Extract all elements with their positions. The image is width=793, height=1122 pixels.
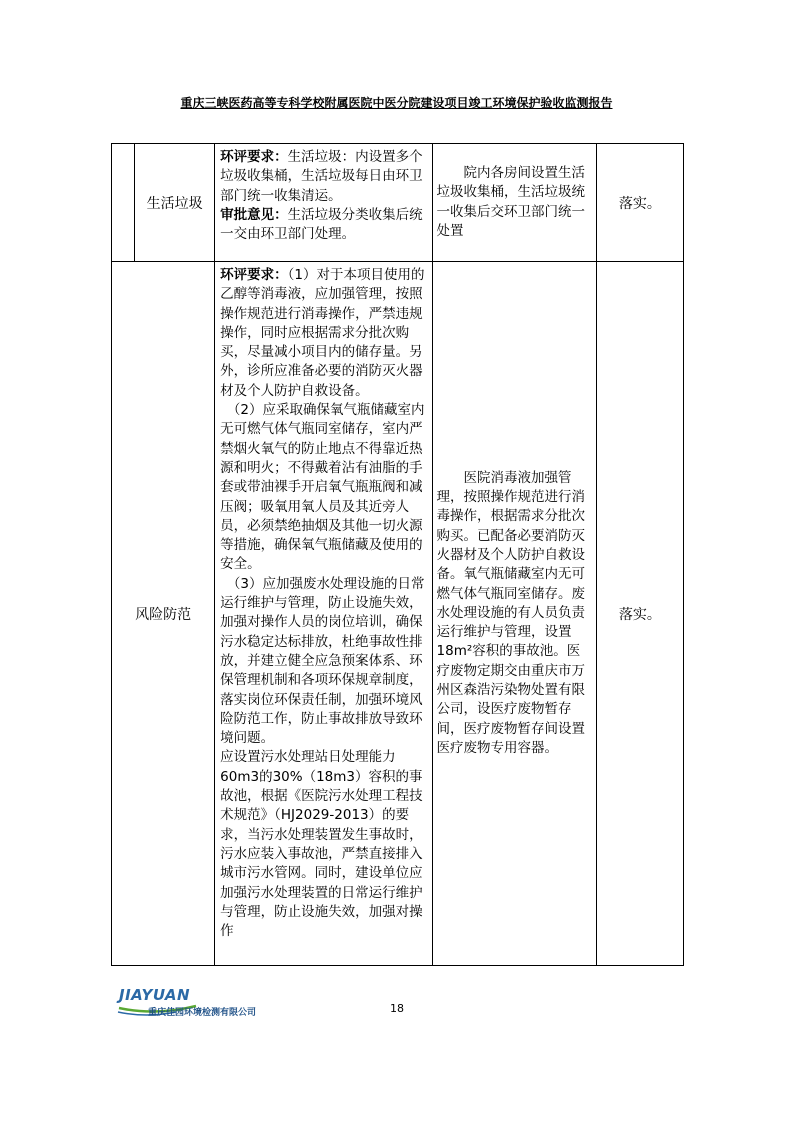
actual-text: 医院消毒液加强管理，按照操作规范进行消毒操作，根据需求分批次购买。已配备必要消防灭火器材及个人防护自救设备。氧气瓶储藏室内无可燃气体气瓶同室储存。废水处理设施的有人员负责运行维护与管理，设置18m²容积的事故池。医疗废物定期交由重庆市万州区森浩污染物处置有限公司，设医疗废物暂存间，医疗废物暂存间设置医疗废物专用容器。 xyxy=(436,469,586,756)
acceptance-table xyxy=(111,143,684,966)
status-cell: 落实。 xyxy=(596,144,683,262)
actual-text: 院内各房间设置生活垃圾收集桶，生活垃圾统一收集后交环卫部门统一处置 xyxy=(436,164,586,239)
approval-text: 生活垃圾分类收集后统一交由环卫部门处理。 xyxy=(220,206,423,243)
actual-cell xyxy=(432,144,596,262)
requirement-paragraph: （2）应采取确保氧气瓶储藏室内无可燃气体气瓶同室储存，室内严禁烟火氧气的防止地点不得靠近热源和明火；不得戴着沾有油脂的手套或带油裸手开启氧气瓶瓶阀和减压阀；吸氧用氧人员及其近旁人员，必须禁绝抽烟及其他一切火源等措施，确保氧气瓶储藏及使用的安全。 xyxy=(220,402,425,573)
logo-wordmark: JIAYUAN xyxy=(119,986,191,1004)
table-row xyxy=(112,262,684,966)
requirement-paragraph: （1）对于本项目使用的乙醇等消毒液，应加强管理，按照操作规范进行消毒操作，严禁违规操作，同时应根据需求分批次购买，尽量减小项目内的储存量。另外，诊所应准备必要的消防灭火器材及个人防护自救设备。 xyxy=(220,267,425,399)
company-name: 重庆佳园环境检测有限公司 xyxy=(148,1008,257,1018)
requirement-paragraph: （3）应加强废水处理设施的日常运行维护与管理，防止设施失效，加强对操作人员的岗位培训，确保污水稳定达标排放，杜绝事故性排放，并建立健全应急预案体系、环保管理机制和各项环保规章制度，落实岗位环保责任制，加强环境风险防范工作，防止事故排放导致环境问题。 xyxy=(220,575,425,747)
requirement-cell xyxy=(215,144,432,262)
page-number: 18 xyxy=(390,1002,404,1015)
requirement-label: 环评要求： xyxy=(220,149,288,165)
approval-label: 审批意见： xyxy=(220,206,288,223)
table-row xyxy=(112,144,684,262)
requirement-cell xyxy=(215,262,432,966)
report-header-title: 重庆三峡医药高等专科学校附属医院中医分院建设项目竣工环境保护验收监测报告 xyxy=(180,96,613,110)
category-cell: 生活垃圾 xyxy=(135,144,215,262)
requirement-text: 生活垃圾：内设置多个垃圾收集桶，生活垃圾每日由环卫部门统一收集清运。 xyxy=(220,149,423,204)
actual-cell xyxy=(432,262,596,966)
category-cell: 风险防范 xyxy=(112,262,215,966)
requirement-paragraph: 应设置污水处理站日处理能力60m3的30%（18m3）容积的事故池，根据《医院污水处理工程技术规范》（HJ2029-2013）的要求，当污水处理装置发生事故时，污水应装入事故池，严禁直接排入城市污水管网。同时，建设单位应加强污水处理装置的日常运行维护与管理，防止设施失效，加强对操作 xyxy=(220,749,423,940)
requirement-label: 环评要求： xyxy=(220,267,288,283)
blank-cell xyxy=(112,144,135,262)
status-cell: 落实。 xyxy=(596,262,683,966)
